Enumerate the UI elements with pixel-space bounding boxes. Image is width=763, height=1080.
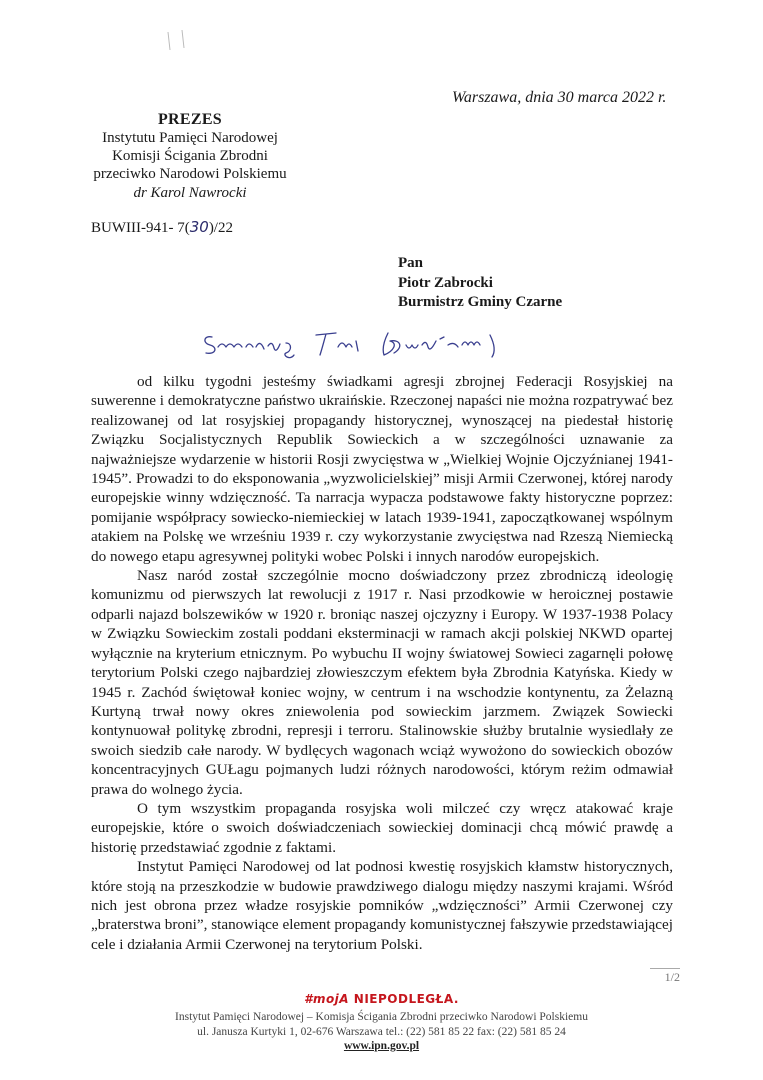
brand-rest: NIEPODLEGŁA. [353, 992, 459, 1006]
reference-prefix: BUWIII-941- 7( [91, 220, 190, 236]
reference-handwritten-number: 30 [189, 218, 209, 236]
body-paragraph-4: Instytut Pamięci Narodowej od lat podnosi kwestię rosyjskich kłamstw historycznych, które stoją na przeszkodzie w budowie prawdziwego dialogu między naszymi krajami. Wśród nich jest obrona przez władze rosyjskie pomników „wdzięczności” Armii Czerwonej czy „braterstwa broni”, stanowiące element propagandy komunistycznej fałszywie przedstawiającej cele i działania Armii Czerwonej na terytorium Polski. [91, 858, 673, 953]
footer-line-1: Instytut Pamięci Narodowej – Komisja Ścigania Zbrodni przeciwko Narodowi Polskiemu [175, 1011, 588, 1023]
footer-brand-logo [0, 992, 763, 1006]
brand-word: mojA [312, 992, 350, 1006]
footer-line-2: ul. Janusza Kurtyki 1, 02-676 Warszawa tel.: (22) 581 85 22 fax: (22) 581 85 24 [197, 1026, 566, 1038]
letter-body [91, 372, 673, 954]
handwritten-salutation [198, 327, 528, 363]
sender-name: dr Karol Nawrocki [133, 185, 247, 201]
addressee-line-2: Piotr Zabrocki [398, 274, 493, 291]
body-paragraph-1: od kilku tygodni jesteśmy świadkami agresji zbrojnej Federacji Rosyjskiej na suwerenne i demokratyczne państwo ukraińskie. Rzeczonej napaści nie można rozpatrywać bez realizowanej od lat rosyjskiej propagandy historycznej, wynoszącej na piedestał historię Związku Socjalistycznych Republik Sowieckich a w szczególności uznawanie za najważniejsze wydarzenie w historii Rosji zwycięstwa w „Wielkiej Wojnie Ojczyźnianej 1941-1945”. Prowadzi to do eksponowania „wyzwolicielskiej” misji Armii Czerwonej, której narody europejskie winny wdzięczność. Ta narracja wypacza podstawowe fakty historyczne poprzez: pomijanie współpracy sowiecko-niemieckiej w latach 1939-1941, zapoczątkowanej wspólnym atakiem na Polskę we wrześniu 1939 r. czy wykorzystanie zwycięstwa nad Rzeszą Niemiecką do nowego etapu agresywnej polityki wobec Polski i innych narodów europejskich. [91, 373, 673, 565]
page-number: 1/2 [650, 968, 680, 985]
top-scribble-mark [160, 28, 200, 63]
sender-line-3: przeciwko Narodowi Polskiemu [93, 166, 287, 182]
footer-website-link[interactable]: www.ipn.gov.pl [343, 1040, 420, 1052]
footer [0, 992, 763, 1052]
handwritten-salutation-image [198, 327, 528, 363]
body-paragraph-2: Nasz naród został szczególnie mocno doświadczony przez zbrodniczą ideologię komunizmu od pierwszych lat rewolucji z 1917 r. Nasi przodkowie w heroicznej postawie odparli najazd bolszewików w 1920 r. broniąc naszej ojczyzny i Europy. W 1937-1938 Polacy w Związku Sowieckim zostali poddani eksterminacji w ramach akcji polskiej NKWD opartej wyłącznie na kryterium etnicznym. Po wybuchu II wojny światowej Sowieci zagarnęli połowę terytorium Polski czego najbardziej złowieszczym efektem była Zbrodnia Katyńska. Kiedy w 1945 r. Zachód świętował koniec wojny, w centrum i na wschodzie kontynentu, za Żelazną Kurtyną trwał nowy okres zniewolenia pod sowieckim jarzmem. Związek Sowiecki kontynuował politykę zbrodni, represji i terroru. Stalinowskie służby brutalnie wysiedlały ze swoich siedzib całe narody. W bydlęcych wagonach wciąż wywożono do sowieckich obozów koncentracyjnych GUŁagu pojmanych ludzi różnych narodowości, którym reżim odmawiał prawa do wolnego życia. [91, 567, 673, 798]
addressee-block [398, 254, 562, 313]
addressee-line-1: Pan [398, 255, 424, 271]
body-paragraph-3: O tym wszystkim propaganda rosyjska woli milczeć czy wręcz atakować kraje europejskie, które o swoich doświadczeniach sowieckiej dominacji chcą mówić prawdę a historię przedstawiać zgodnie z faktami. [91, 799, 673, 856]
sender-title: PREZES [157, 111, 223, 128]
date-line: Warszawa, dnia 30 marca 2022 r. [452, 89, 667, 106]
addressee-line-3: Burmistrz Gminy Czarne [398, 294, 563, 310]
reference-suffix: )/22 [208, 220, 233, 236]
footer-info [0, 1010, 763, 1040]
sender-line-1: Instytutu Pamięci Narodowej [102, 130, 278, 146]
sender-line-2: Komisji Ścigania Zbrodni [112, 148, 268, 164]
reference-number [91, 218, 233, 237]
sender-block [60, 111, 320, 202]
brand-hash: # [304, 992, 313, 1006]
